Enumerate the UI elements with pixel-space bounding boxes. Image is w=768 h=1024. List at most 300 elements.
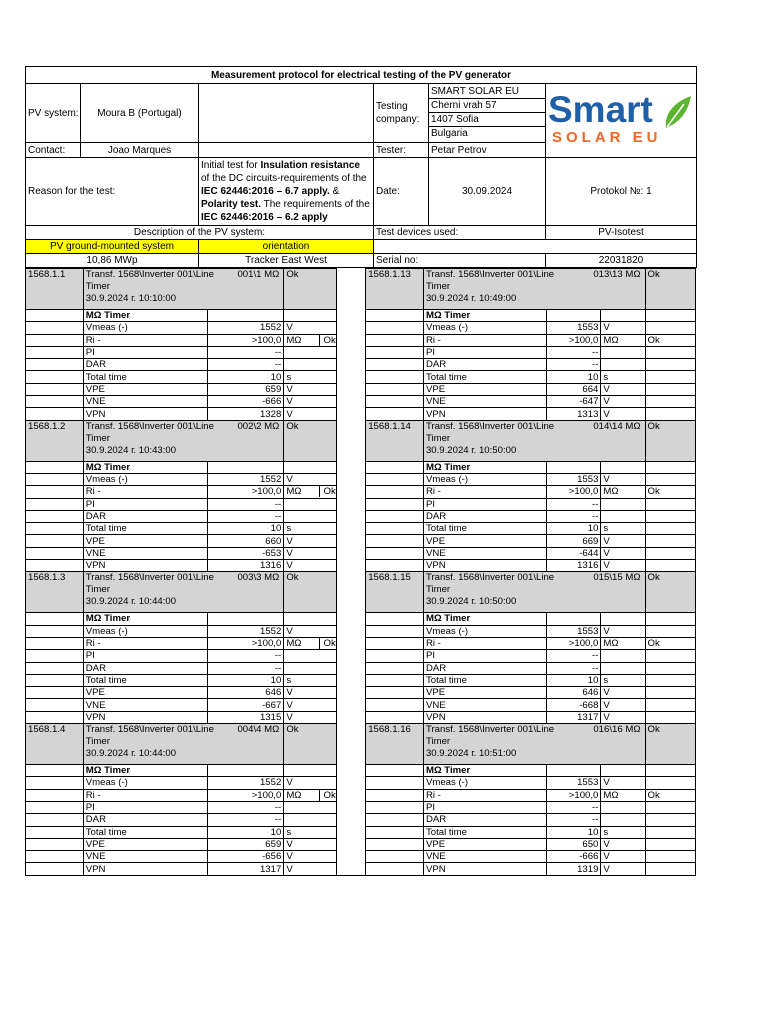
parameter-unit: V <box>284 851 337 863</box>
parameter-value-pad <box>207 699 233 711</box>
measurement-header-row <box>26 420 696 461</box>
parameter-unit <box>284 801 337 813</box>
empty-cell <box>26 789 84 801</box>
measurement-value-row <box>26 322 696 334</box>
parameter-value-pad <box>207 334 233 346</box>
orientation-value: Tracker East West <box>199 254 374 268</box>
parameter-name: Ri - <box>83 334 207 346</box>
parameter-result <box>645 408 696 420</box>
measurement-status: Ok <box>645 572 696 613</box>
measurement-value-row <box>26 560 696 572</box>
parameter-value-pad <box>207 674 233 686</box>
parameter-name: VPE <box>423 383 546 395</box>
parameter-unit: s <box>601 674 645 686</box>
measurement-value-row <box>26 777 696 789</box>
parameter-result <box>645 662 696 674</box>
parameter-name: Total time <box>83 826 207 838</box>
parameter-result <box>645 838 696 850</box>
parameter-result <box>645 765 696 777</box>
measurement-description: Transf. 1568\Inverter 001\Line 014\14 MΩ Timer 30.9.2024 г. 10:50:00 <box>423 420 645 461</box>
parameter-value: -667 <box>233 699 283 711</box>
empty-cell <box>366 699 424 711</box>
parameter-value <box>546 613 601 625</box>
parameter-name: PI <box>423 498 546 510</box>
empty-cell <box>26 498 84 510</box>
parameter-unit: MΩ Ok <box>284 637 337 649</box>
measurement-value-row <box>26 461 696 473</box>
parameter-value: 1552 <box>233 777 283 789</box>
parameter-unit: MΩ <box>601 334 645 346</box>
parameter-unit: MΩ <box>601 789 645 801</box>
parameter-name: Total time <box>423 674 546 686</box>
empty-cell <box>366 625 424 637</box>
parameter-name: VPN <box>423 863 546 875</box>
parameter-unit <box>601 346 645 358</box>
parameter-unit: s <box>284 674 337 686</box>
parameter-value: -- <box>546 814 601 826</box>
parameter-value: 1552 <box>233 625 283 637</box>
parameter-result <box>645 535 696 547</box>
parameter-name: DAR <box>423 814 546 826</box>
column-gap <box>336 396 365 408</box>
parameter-value: -- <box>233 510 283 522</box>
parameter-value <box>233 310 283 322</box>
pv-system-label: PV system: <box>26 84 81 143</box>
measurement-value-row <box>26 687 696 699</box>
logo-word-solar: SOLAR EU <box>552 129 662 146</box>
empty-cell <box>366 461 424 473</box>
parameter-unit <box>601 613 645 625</box>
measurement-value-row <box>26 486 696 498</box>
pv-system-value: Moura B (Portugal) <box>81 84 199 143</box>
column-gap <box>336 572 365 613</box>
parameter-name: MΩ Timer <box>423 310 546 322</box>
parameter-result: Ok <box>645 637 696 649</box>
measurement-description: Transf. 1568\Inverter 001\Line 015\15 MΩ Timer 30.9.2024 г. 10:50:00 <box>423 572 645 613</box>
parameter-value <box>546 765 601 777</box>
parameter-name: PI <box>83 650 207 662</box>
empty-cell <box>366 535 424 547</box>
column-gap <box>336 346 365 358</box>
parameter-unit: V <box>284 547 337 559</box>
parameter-unit: V <box>284 838 337 850</box>
parameter-value: 1328 <box>233 408 283 420</box>
column-gap <box>336 838 365 850</box>
parameter-unit: V <box>284 687 337 699</box>
measurement-value-row <box>26 662 696 674</box>
measurement-value-row <box>26 674 696 686</box>
parameter-value: 646 <box>233 687 283 699</box>
measurement-status: Ok <box>645 724 696 765</box>
empty-cell <box>26 535 84 547</box>
parameter-name: PI <box>83 801 207 813</box>
measurement-id: 1568.1.16 <box>366 724 424 765</box>
column-gap <box>336 789 365 801</box>
parameter-unit: s <box>284 826 337 838</box>
parameter-value <box>233 765 283 777</box>
parameter-unit: V <box>601 838 645 850</box>
parameter-unit: V <box>601 777 645 789</box>
measurement-value-row <box>26 473 696 485</box>
header-table <box>25 66 697 268</box>
measurement-status: Ok <box>284 420 337 461</box>
measurement-id: 1568.1.2 <box>26 420 84 461</box>
parameter-value: 10 <box>546 523 601 535</box>
measurement-description: Transf. 1568\Inverter 001\Line 002\2 MΩ Timer 30.9.2024 г. 10:43:00 <box>83 420 284 461</box>
column-gap <box>336 711 365 723</box>
empty-cell <box>366 371 424 383</box>
parameter-name: MΩ Timer <box>83 461 207 473</box>
parameter-result <box>645 310 696 322</box>
parameter-unit: MΩ <box>601 637 645 649</box>
parameter-unit: V <box>601 625 645 637</box>
column-gap <box>336 269 365 310</box>
empty-cell <box>366 498 424 510</box>
parameter-value: 1553 <box>546 625 601 637</box>
measurement-value-row <box>26 346 696 358</box>
empty-cell <box>26 674 84 686</box>
date-label: Date: <box>374 158 429 226</box>
parameter-result <box>645 346 696 358</box>
parameter-unit <box>284 765 337 777</box>
parameter-name: Total time <box>423 523 546 535</box>
parameter-value-pad <box>207 613 233 625</box>
column-gap <box>336 310 365 322</box>
parameter-value-pad <box>207 662 233 674</box>
parameter-unit: V <box>284 322 337 334</box>
empty-cell <box>366 473 424 485</box>
measurement-description: Transf. 1568\Inverter 001\Line 013\13 MΩ Timer 30.9.2024 г. 10:49:00 <box>423 269 645 310</box>
column-gap <box>336 560 365 572</box>
parameter-name: Ri - <box>423 486 546 498</box>
parameter-name: Ri - <box>423 334 546 346</box>
column-gap <box>336 650 365 662</box>
empty-cell <box>26 826 84 838</box>
measurement-id: 1568.1.4 <box>26 724 84 765</box>
measurement-status: Ok <box>645 269 696 310</box>
empty-cell <box>366 765 424 777</box>
parameter-result <box>645 711 696 723</box>
parameter-value-pad <box>207 346 233 358</box>
measurement-description: Transf. 1568\Inverter 001\Line 001\1 MΩ Timer 30.9.2024 г. 10:10:00 <box>83 269 284 310</box>
reason-text: Initial test for Insulation resistance of the DC circuits-requirements of the IEC 62446:2016 – 6.7 apply. & Polarity test. The requirements of the IEC 62446:2016 – 6.2 apply <box>199 158 374 226</box>
column-gap <box>336 359 365 371</box>
empty-cell <box>26 408 84 420</box>
parameter-result <box>645 687 696 699</box>
parameter-value-pad <box>207 510 233 522</box>
parameter-name: Vmeas (-) <box>83 625 207 637</box>
parameter-name: Vmeas (-) <box>423 322 546 334</box>
parameter-name: PI <box>423 650 546 662</box>
parameter-result: Ok <box>319 638 336 649</box>
parameter-value: 1317 <box>233 863 283 875</box>
empty-cell <box>366 863 424 875</box>
measurement-header-row <box>26 269 696 310</box>
measurement-id: 1568.1.15 <box>366 572 424 613</box>
parameter-name: MΩ Timer <box>83 765 207 777</box>
parameter-name: VNE <box>423 699 546 711</box>
empty-cell <box>26 637 84 649</box>
parameter-value-pad <box>207 408 233 420</box>
parameter-unit: V <box>284 777 337 789</box>
parameter-name: VNE <box>423 396 546 408</box>
parameter-unit: V <box>284 863 337 875</box>
parameter-result <box>645 650 696 662</box>
column-gap <box>336 613 365 625</box>
parameter-name: PI <box>83 346 207 358</box>
parameter-name: DAR <box>83 359 207 371</box>
system-power: 10,86 MWp <box>26 254 199 268</box>
parameter-unit: V <box>284 535 337 547</box>
parameter-value: -666 <box>546 851 601 863</box>
parameter-result <box>645 613 696 625</box>
measurement-value-row <box>26 863 696 875</box>
parameter-value-pad <box>207 473 233 485</box>
parameter-result <box>645 851 696 863</box>
parameter-value-pad <box>207 371 233 383</box>
empty-cell <box>374 240 697 254</box>
measurement-value-row <box>26 625 696 637</box>
parameter-unit: V <box>284 711 337 723</box>
column-gap <box>336 687 365 699</box>
parameter-value: 659 <box>233 383 283 395</box>
parameter-result <box>645 674 696 686</box>
parameter-value-pad <box>207 560 233 572</box>
company-city: 1407 Sofia <box>429 113 545 127</box>
parameter-name: VNE <box>423 851 546 863</box>
empty-cell <box>366 396 424 408</box>
column-gap <box>336 334 365 346</box>
parameter-value <box>546 310 601 322</box>
measurement-value-row <box>26 789 696 801</box>
column-gap <box>336 801 365 813</box>
parameter-result <box>645 510 696 522</box>
parameter-value-pad <box>207 486 233 498</box>
parameter-value: >100,0 <box>233 789 283 801</box>
parameter-name: VPE <box>83 383 207 395</box>
parameter-name: Ri - <box>423 637 546 649</box>
parameter-name: Total time <box>423 371 546 383</box>
empty-cell <box>26 650 84 662</box>
parameter-value: >100,0 <box>546 789 601 801</box>
parameter-result <box>645 383 696 395</box>
logo-cell <box>546 84 697 158</box>
parameter-value: 1553 <box>546 322 601 334</box>
empty-cell <box>199 84 374 143</box>
empty-cell <box>199 143 374 158</box>
parameter-name: DAR <box>83 814 207 826</box>
empty-cell <box>26 396 84 408</box>
measurement-id: 1568.1.3 <box>26 572 84 613</box>
column-gap <box>336 863 365 875</box>
parameter-unit <box>284 359 337 371</box>
measurement-value-row <box>26 535 696 547</box>
measurement-header-row <box>26 724 696 765</box>
column-gap <box>336 510 365 522</box>
empty-cell <box>366 711 424 723</box>
parameter-unit <box>601 765 645 777</box>
testing-company-cell <box>429 84 546 143</box>
parameter-name: Ri - <box>423 789 546 801</box>
parameter-value-pad <box>207 310 233 322</box>
contact-value: Joao Marques <box>81 143 199 158</box>
empty-cell <box>26 510 84 522</box>
empty-cell <box>26 461 84 473</box>
parameter-result <box>645 801 696 813</box>
devices-label: Test devices used: <box>374 226 546 240</box>
parameter-unit <box>284 613 337 625</box>
parameter-unit: V <box>284 396 337 408</box>
empty-cell <box>366 547 424 559</box>
measurement-value-row <box>26 765 696 777</box>
parameter-unit: V <box>601 687 645 699</box>
reason-label: Reason for the test: <box>26 158 199 226</box>
empty-cell <box>26 359 84 371</box>
parameter-name: Ri - <box>83 486 207 498</box>
measurement-value-row <box>26 801 696 813</box>
parameter-value: 10 <box>233 523 283 535</box>
parameter-name: Vmeas (-) <box>83 322 207 334</box>
parameter-value: >100,0 <box>233 334 283 346</box>
parameter-result <box>645 814 696 826</box>
parameter-result <box>645 863 696 875</box>
parameter-result <box>645 523 696 535</box>
parameter-unit <box>284 662 337 674</box>
parameter-value-pad <box>207 523 233 535</box>
parameter-unit <box>601 510 645 522</box>
parameter-unit <box>601 310 645 322</box>
empty-cell <box>366 510 424 522</box>
parameter-name: MΩ Timer <box>83 310 207 322</box>
parameter-name: MΩ Timer <box>423 461 546 473</box>
parameter-value: 10 <box>233 371 283 383</box>
parameter-name: Total time <box>423 826 546 838</box>
parameter-unit: V <box>601 851 645 863</box>
parameter-result: Ok <box>645 334 696 346</box>
parameter-unit: s <box>601 826 645 838</box>
parameter-name: VNE <box>83 699 207 711</box>
parameter-value: -- <box>546 346 601 358</box>
empty-cell <box>366 322 424 334</box>
parameter-result: Ok <box>319 335 336 346</box>
empty-cell <box>366 637 424 649</box>
date-value: 30.09.2024 <box>429 158 546 226</box>
column-gap <box>336 486 365 498</box>
column-gap <box>336 662 365 674</box>
empty-cell <box>366 359 424 371</box>
parameter-unit <box>284 346 337 358</box>
parameter-value-pad <box>207 650 233 662</box>
parameter-value-pad <box>207 863 233 875</box>
parameter-value: 1316 <box>233 560 283 572</box>
empty-cell <box>26 801 84 813</box>
parameter-name: PI <box>423 346 546 358</box>
parameter-unit <box>284 650 337 662</box>
empty-cell <box>366 801 424 813</box>
parameter-value: 1316 <box>546 560 601 572</box>
measurement-value-row <box>26 711 696 723</box>
parameter-value: -- <box>546 498 601 510</box>
empty-cell <box>366 826 424 838</box>
parameter-value-pad <box>207 826 233 838</box>
empty-cell <box>366 560 424 572</box>
column-gap <box>336 420 365 461</box>
parameter-value: 1553 <box>546 473 601 485</box>
measurement-value-row <box>26 408 696 420</box>
column-gap <box>336 777 365 789</box>
serial-label: Serial no: <box>374 254 546 268</box>
column-gap <box>336 826 365 838</box>
measurement-value-row <box>26 371 696 383</box>
parameter-name: DAR <box>423 510 546 522</box>
parameter-result <box>645 359 696 371</box>
parameter-value: 10 <box>233 826 283 838</box>
parameter-value-pad <box>207 814 233 826</box>
parameter-result: Ok <box>319 790 336 801</box>
column-gap <box>336 765 365 777</box>
parameter-result <box>645 371 696 383</box>
system-type: PV ground-mounted system <box>26 240 199 254</box>
empty-cell <box>26 560 84 572</box>
parameter-unit: s <box>601 523 645 535</box>
parameter-name: VNE <box>83 547 207 559</box>
contact-label: Contact: <box>26 143 81 158</box>
parameter-value: -- <box>546 510 601 522</box>
measurement-value-row <box>26 613 696 625</box>
measurement-description: Transf. 1568\Inverter 001\Line 003\3 MΩ Timer 30.9.2024 г. 10:44:00 <box>83 572 284 613</box>
empty-cell <box>26 322 84 334</box>
parameter-value: >100,0 <box>546 334 601 346</box>
parameter-name: MΩ Timer <box>83 613 207 625</box>
parameter-result <box>645 547 696 559</box>
parameter-value-pad <box>207 851 233 863</box>
parameter-name: VPN <box>83 863 207 875</box>
empty-cell <box>26 334 84 346</box>
column-gap <box>336 408 365 420</box>
empty-cell <box>366 777 424 789</box>
parameter-name: Vmeas (-) <box>423 777 546 789</box>
parameter-value <box>233 461 283 473</box>
parameter-value: 10 <box>546 371 601 383</box>
parameter-value: -- <box>546 801 601 813</box>
parameter-value-pad <box>207 383 233 395</box>
empty-cell <box>366 650 424 662</box>
column-gap <box>336 547 365 559</box>
parameter-unit <box>601 461 645 473</box>
parameter-result <box>645 322 696 334</box>
parameter-value: 669 <box>546 535 601 547</box>
column-gap <box>336 637 365 649</box>
measurement-description: Transf. 1568\Inverter 001\Line 004\4 MΩ Timer 30.9.2024 г. 10:44:00 <box>83 724 284 765</box>
parameter-value: 10 <box>546 826 601 838</box>
parameter-value-pad <box>207 777 233 789</box>
parameter-value: >100,0 <box>233 486 283 498</box>
parameter-unit: s <box>284 523 337 535</box>
parameter-value-pad <box>207 625 233 637</box>
empty-cell <box>26 814 84 826</box>
empty-cell <box>366 383 424 395</box>
parameter-name: DAR <box>83 662 207 674</box>
empty-cell <box>26 523 84 535</box>
column-gap <box>336 625 365 637</box>
empty-cell <box>366 346 424 358</box>
column-gap <box>336 498 365 510</box>
empty-cell <box>366 687 424 699</box>
parameter-value: 664 <box>546 383 601 395</box>
parameter-result <box>645 473 696 485</box>
column-gap <box>336 814 365 826</box>
parameter-value: -- <box>233 662 283 674</box>
